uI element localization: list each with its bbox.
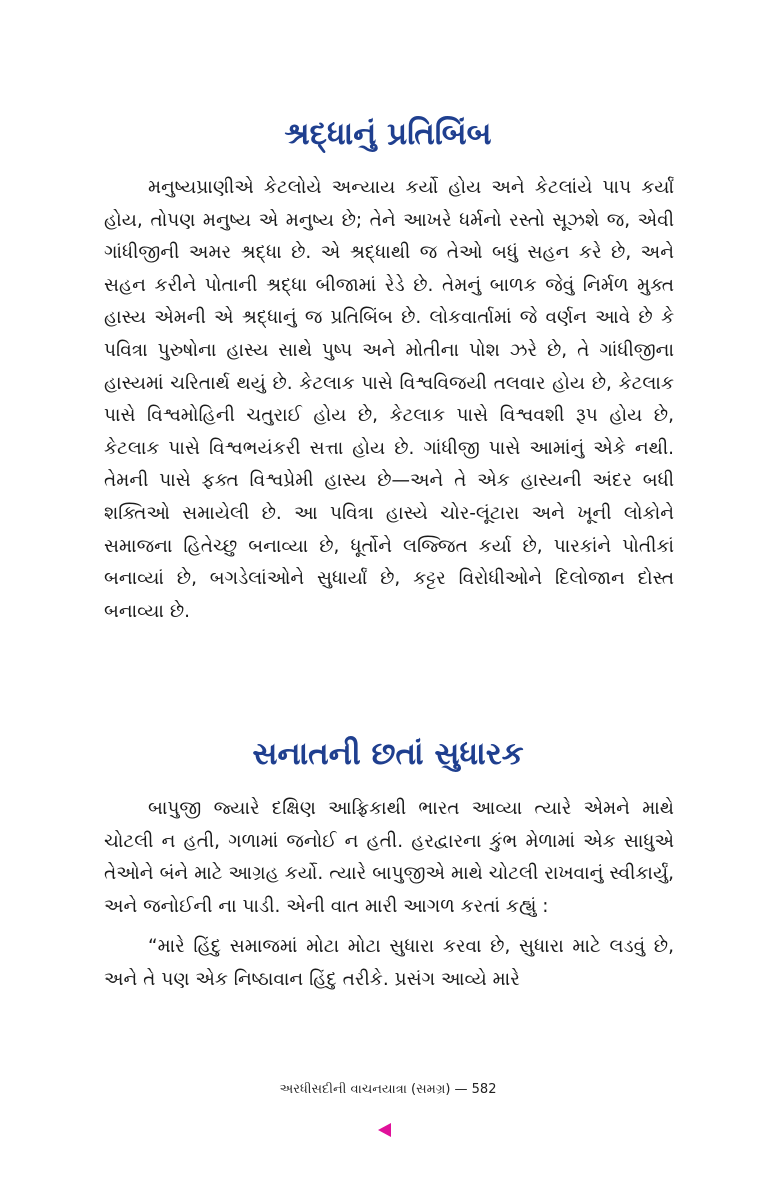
section-title-shraddha: શ્રદ્ધાનું પ્રતિબિંબ [284,116,492,152]
paragraph: “મારે હિંદુ સમાજમાં મોટા મોટા સુધારા કરવા છે, સુધારા માટે લડવું છે, અને તે પણ એક નિષ્ઠાવાન હિંદુ તરીકે. પ્રસંગ આવ્યે મારે [104,936,674,990]
section-sanatani [104,793,674,997]
paragraph: મનુષ્યપ્રાણીએ કેટલોયે અન્યાય કર્યો હોય અને કેટલાંયે પાપ કર્યાં હોય, તોપણ મનુષ્ય એ મનુષ્ય છે; તેને આખરે ધર્મનો રસ્તો સૂઝશે જ, એવી ગાંધીજીની અમર શ્રદ્ધા છે. એ શ્રદ્ધાથી જ તેઓ બધું સહન કરે છે, અને સહન કરીને પોતાની શ્રદ્ધા બીજામાં રેડે છે. તેમનું બાળક જેવું નિર્મળ મુક્ત હાસ્ય એમની એ શ્રદ્ધાનું જ પ્રતિબિંબ છે. લોકવાર્તામાં જે વર્ણન આવે છે કે પવિત્રા પુરુષોના હાસ્ય સાથે પુષ્પ અને મોતીના પોશ ઝરે છે, તે ગાંધીજીના હાસ્યમાં ચરિતાર્થ થયું છે. કેટલાક પાસે વિશ્વવિજયી તલવાર હોય છે, કેટલાક પાસે વિશ્વમોહિની ચતુરાઈ હોય છે, કેટલાક પાસે વિશ્વવશી રૂપ હોય છે, કેટલાક પાસે વિશ્વભયંકરી સત્તા હોય છે. ગાંધીજી પાસે આમાંનું એકે નથી. તેમની પાસે ફક્ત વિશ્વપ્રેમી હાસ્ય છે—અને તે એક હાસ્યની અંદર બધી શક્તિઓ સમાયેલી છે. આ પવિત્રા હાસ્યે ચોર-લૂંટારા અને ખૂની લોકોને સમાજના હિતેચ્છુ બનાવ્યા છે, ધૂર્તોને લજ્જિત કર્યા છે, પારકાંને પોતીકાં બનાવ્યાં છે, બગડેલાંઓને સુધાર્યાં છે, કટ્ટર વિરોધીઓને દિલોજાન દોસ્ત બનાવ્યા છે. [104,177,674,622]
section-shraddha [104,172,674,628]
previous-page-arrow-icon[interactable] [378,1123,391,1137]
paragraph: બાપુજી જ્યારે દક્ષિણ આફ્રિકાથી ભારત આવ્યા ત્યારે એમને માથે ચોટલી ન હતી, ગળામાં જનોઈ ન હતી. હરદ્વારના કુંભ મેળામાં એક સાધુએ તેઓને બંને માટે આગ્રહ કર્યો. ત્યારે બાપુજીએ માથે ચોટલી રાખવાનું સ્વીકાર્યું, અને જનોઈની ના પાડી. એની વાત મારી આગળ કરતાં કહ્યું : [104,798,674,917]
section-title-sanatani: સનાતની છતાં સુધારક [252,736,524,772]
page-footer: અરધીસદીની વાચનયાત્રા (સમગ્ર) — 582 [279,1082,497,1097]
